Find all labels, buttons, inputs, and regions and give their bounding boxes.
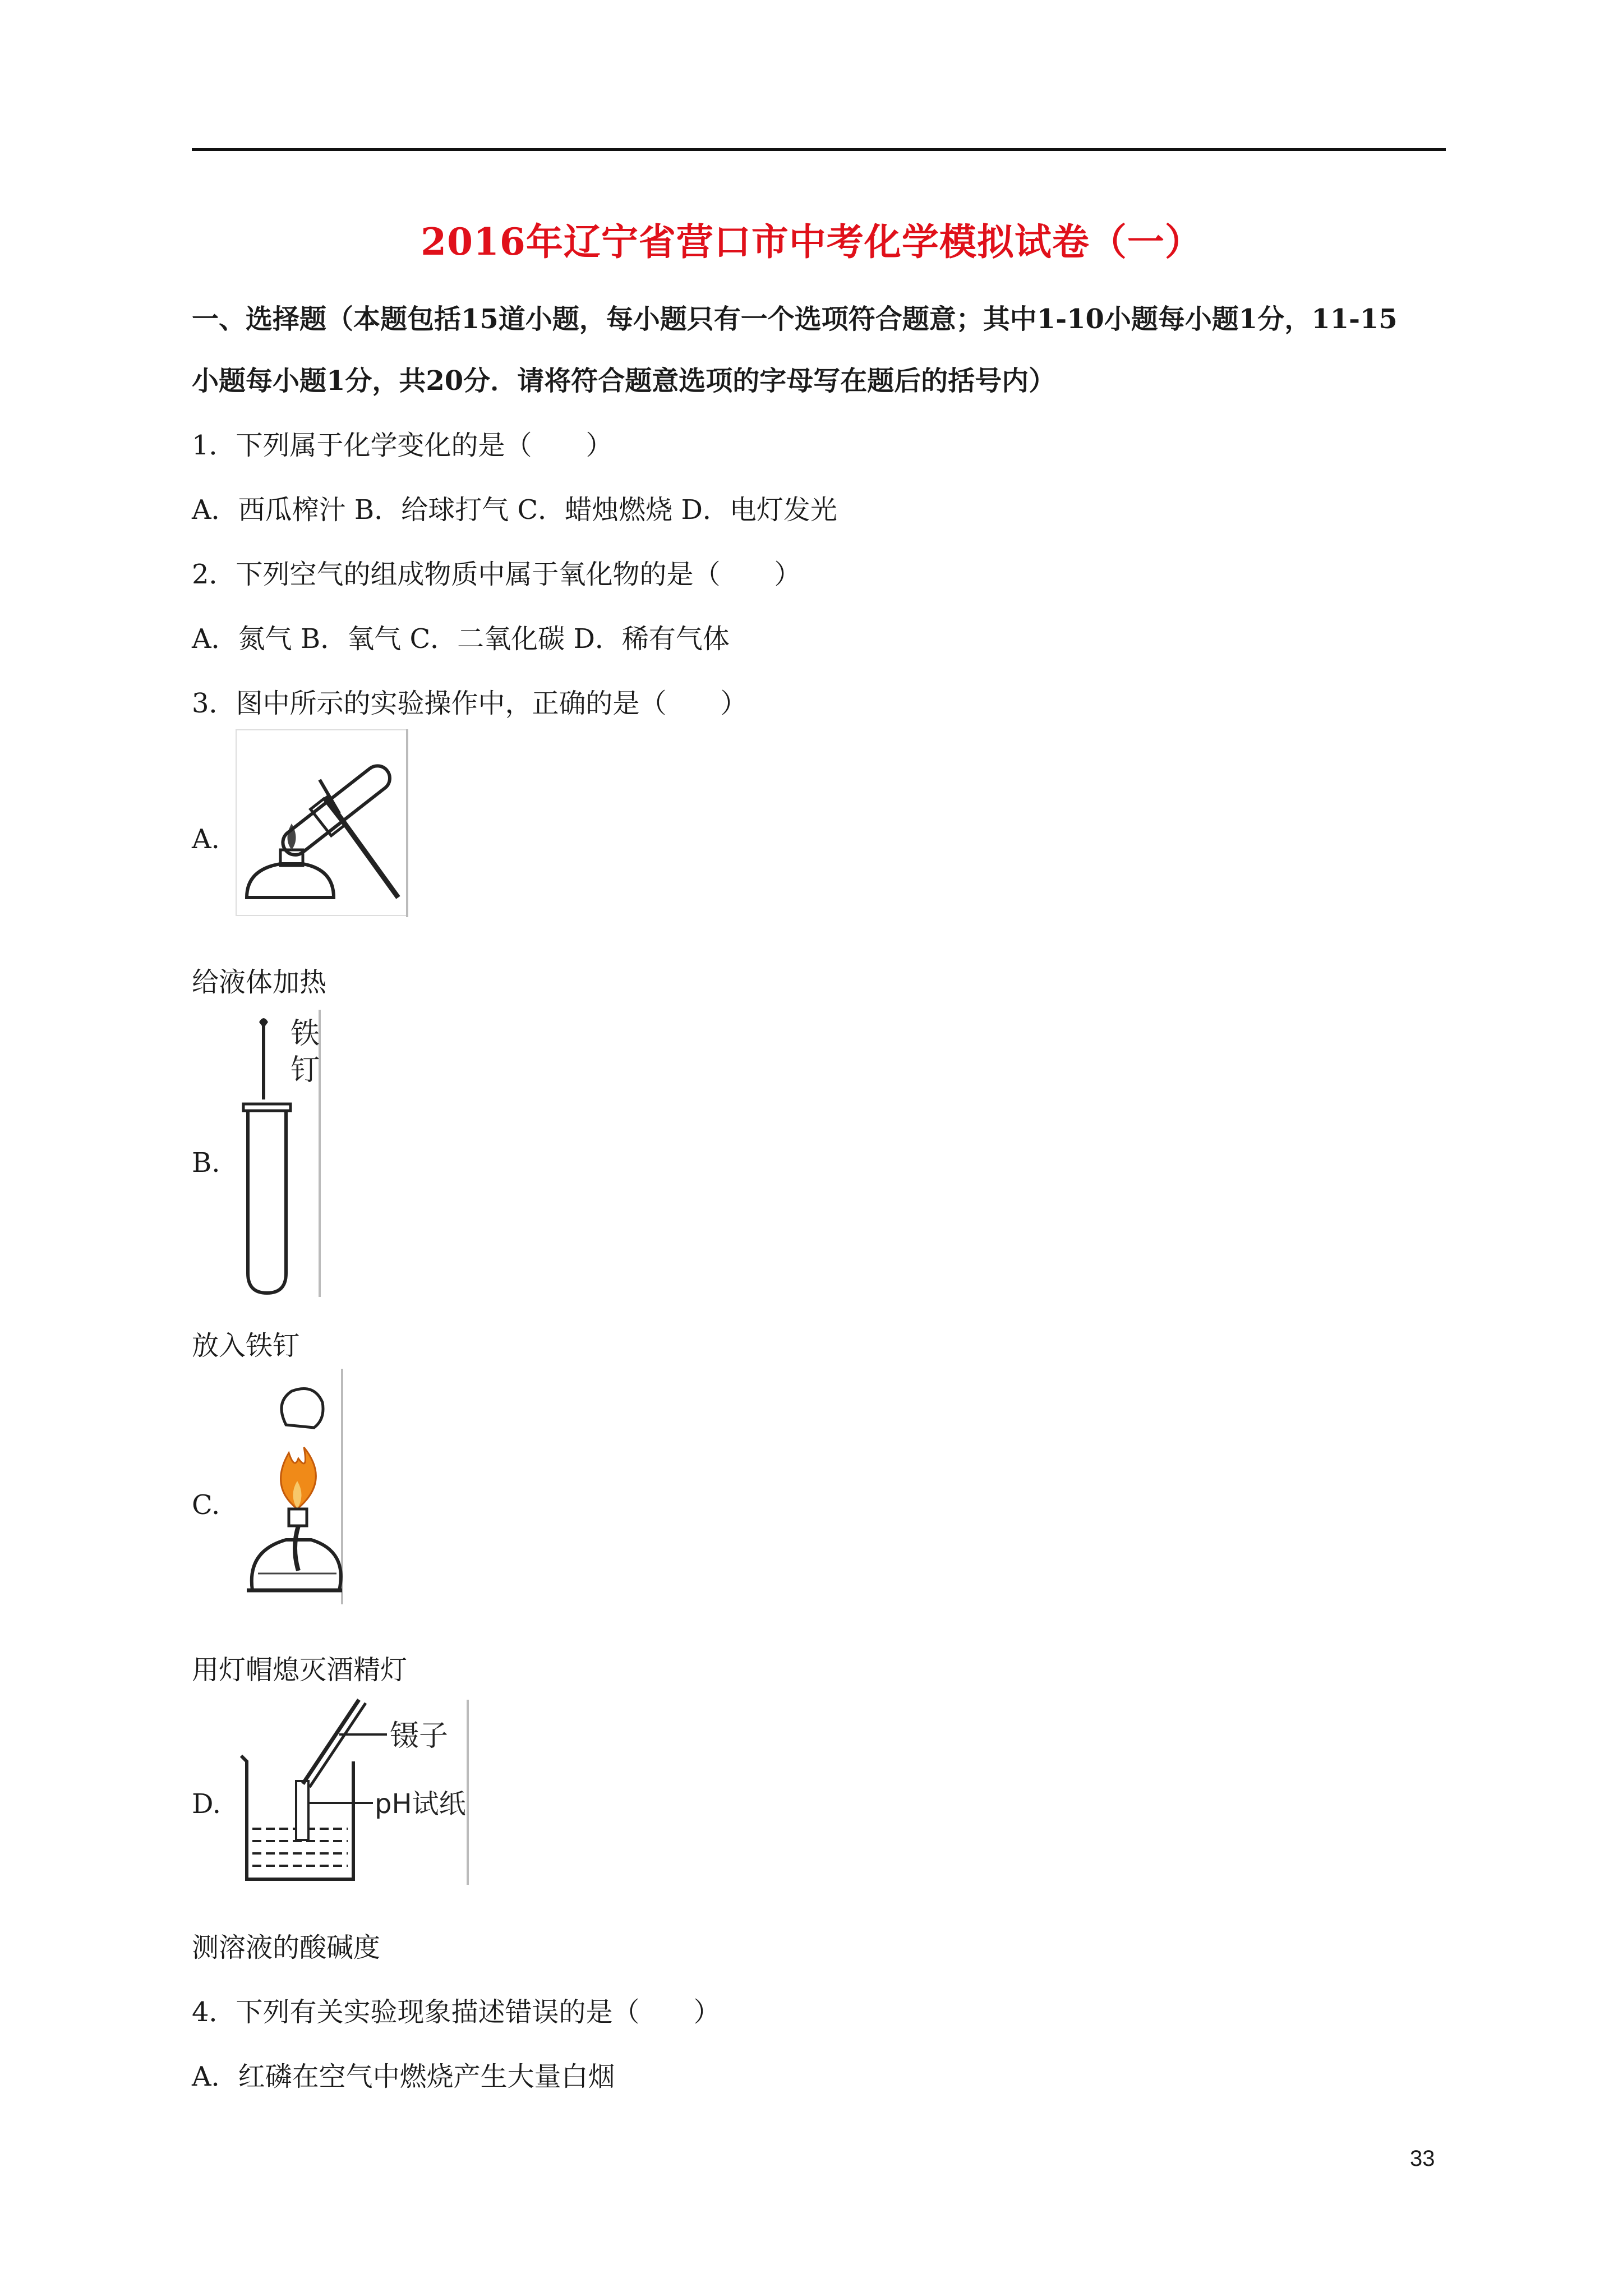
q3-option-c-label: C.: [192, 1489, 220, 1521]
figure-iron-nail: [236, 1010, 325, 1297]
q3-option-c-caption: 用灯帽熄灭酒精灯: [192, 1654, 408, 1686]
q3-option-b-caption: 放入铁钉: [192, 1330, 300, 1361]
q3-option-a-caption: 给液体加热: [192, 967, 327, 998]
nail-label-1: 铁: [291, 1017, 320, 1051]
figure-heating-liquid: [236, 729, 409, 917]
q3-option-d-caption: 测溶液的酸碱度: [192, 1932, 381, 1963]
page-number: 33: [1410, 2146, 1435, 2171]
test-tube-nail-image: [236, 1010, 325, 1297]
beaker-ph-paper-image: [236, 1694, 471, 1885]
q2-stem: 2．下列空气的组成物质中属于氧化物的是（ ）: [192, 559, 801, 590]
alcohol-lamp-test-tube-image: [236, 729, 409, 917]
q3-option-d-label: D.: [192, 1788, 222, 1820]
page-title: 2016年辽宁省营口市中考化学模拟试卷（一）: [421, 220, 1202, 264]
q1-options: A．西瓜榨汁 B．给球打气 C．蜡烛燃烧 D．电灯发光: [192, 494, 837, 526]
ph-paper-label: pH试纸: [375, 1788, 466, 1820]
q2-options: A．氮气 B．氧气 C．二氧化碳 D．稀有气体: [192, 623, 730, 655]
section-heading-line2: 小题每小题1分，共20分．请将符合题意选项的字母写在题后的括号内）: [192, 365, 1056, 397]
figure-ph-test: [236, 1694, 471, 1885]
alcohol-lamp-cap-image: [236, 1369, 345, 1604]
tweezers-label: 镊子: [390, 1719, 449, 1753]
section-heading-line1: 一、选择题（本题包括15道小题，每小题只有一个选项符合题意；其中1-10小题每小题1分，11-15: [192, 303, 1398, 335]
q1-stem: 1．下列属于化学变化的是（ ）: [192, 430, 613, 461]
header-rule: [192, 148, 1446, 151]
q4-stem: 4．下列有关实验现象描述错误的是（ ）: [192, 1996, 721, 2028]
q3-stem: 3．图中所示的实验操作中，正确的是（ ）: [192, 688, 748, 719]
q4-option-a: A．红磷在空气中燃烧产生大量白烟: [192, 2061, 615, 2092]
q3-option-b-label: B.: [192, 1147, 220, 1179]
nail-label-2: 钉: [291, 1053, 320, 1087]
figure-lamp-cap: [236, 1369, 345, 1604]
q3-option-a-label: A.: [192, 823, 220, 855]
